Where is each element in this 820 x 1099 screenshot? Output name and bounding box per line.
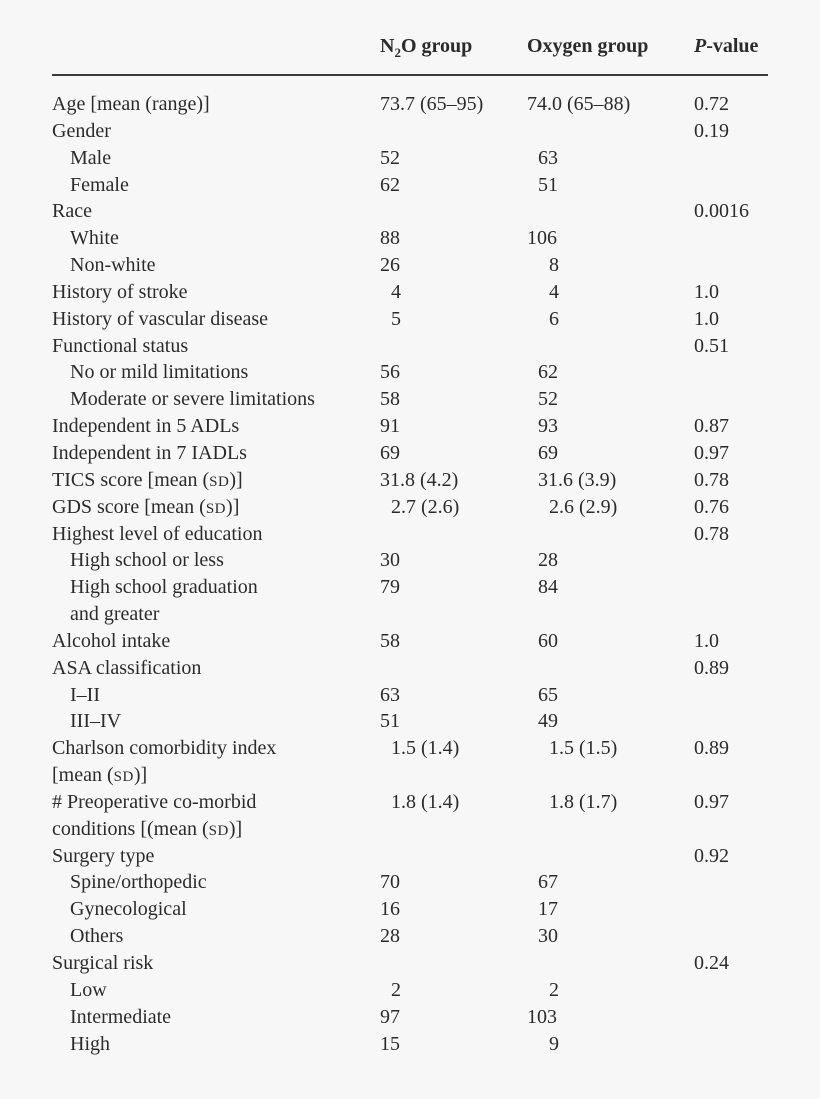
row-label: III–IV bbox=[70, 710, 122, 733]
oxygen-value: 52 bbox=[538, 388, 558, 411]
p-value: 0.92 bbox=[694, 844, 729, 867]
n2o-value: 58 bbox=[380, 629, 400, 652]
table-row bbox=[0, 896, 820, 923]
oxygen-value: 74.0 (65–88) bbox=[527, 93, 631, 115]
table-row bbox=[0, 1004, 820, 1031]
oxygen-value: 51 bbox=[538, 173, 558, 196]
row-label: History of vascular disease bbox=[52, 307, 269, 330]
row-label: Alcohol intake bbox=[52, 629, 171, 652]
n2o-value: 1.8 (1.4) bbox=[391, 790, 460, 813]
table-row bbox=[0, 467, 820, 494]
table-row bbox=[0, 977, 820, 1004]
oxygen-value: 103 bbox=[527, 1005, 557, 1028]
n2o-value: 91 bbox=[380, 415, 400, 438]
p-value: 0.87 bbox=[694, 415, 729, 438]
table-row bbox=[0, 574, 820, 628]
table-row bbox=[0, 547, 820, 574]
header-p-value: P-value bbox=[694, 35, 759, 57]
row-label: TICS score [mean (SD)] bbox=[52, 468, 243, 491]
oxygen-value: 84 bbox=[538, 576, 558, 599]
p-value: 0.19 bbox=[694, 119, 729, 142]
row-label: Surgery type bbox=[52, 844, 155, 867]
row-label: Gynecological bbox=[70, 898, 187, 921]
table-row bbox=[0, 682, 820, 709]
p-value: 0.51 bbox=[694, 334, 729, 357]
n2o-value: 69 bbox=[380, 441, 400, 464]
table-row bbox=[0, 521, 820, 548]
table-row bbox=[0, 950, 820, 977]
table-row bbox=[0, 279, 820, 306]
header-n2o-group: $N_2O$ group bbox=[380, 35, 473, 60]
n2o-value: 1.5 (1.4) bbox=[391, 737, 460, 760]
table-row bbox=[0, 118, 820, 145]
row-label-line2: [mean (SD)] bbox=[52, 764, 148, 787]
table-body bbox=[0, 91, 820, 1057]
row-label: High bbox=[70, 1032, 110, 1055]
p-value: 0.97 bbox=[694, 441, 729, 464]
row-label: Gender bbox=[52, 119, 111, 142]
oxygen-value: 28 bbox=[538, 549, 558, 572]
n2o-value: 2 bbox=[391, 978, 401, 1001]
row-label: Intermediate bbox=[70, 1005, 172, 1028]
row-label: Low bbox=[70, 978, 107, 1001]
table-row bbox=[0, 225, 820, 252]
oxygen-value: 17 bbox=[538, 898, 558, 921]
oxygen-value: 63 bbox=[538, 146, 558, 169]
table-row bbox=[0, 198, 820, 225]
table-row bbox=[0, 708, 820, 735]
n2o-value: 51 bbox=[380, 710, 400, 733]
table-row bbox=[0, 789, 820, 843]
row-label: White bbox=[70, 227, 119, 250]
row-label: Charlson comorbidity index bbox=[52, 737, 277, 760]
table-row bbox=[0, 386, 820, 413]
oxygen-value: 49 bbox=[538, 710, 558, 733]
n2o-value: 5 bbox=[391, 307, 401, 330]
oxygen-value: 1.5 (1.5) bbox=[549, 737, 618, 760]
p-value: 1.0 bbox=[694, 307, 719, 330]
row-label: ASA classification bbox=[52, 656, 202, 679]
header-rule bbox=[52, 74, 768, 76]
oxygen-value: 8 bbox=[549, 254, 559, 277]
n2o-value: 73.7 (65–95) bbox=[380, 93, 484, 115]
oxygen-value: 31.6 (3.9) bbox=[538, 468, 617, 491]
table-row bbox=[0, 413, 820, 440]
oxygen-value: 93 bbox=[538, 415, 558, 438]
n2o-value: 31.8 (4.2) bbox=[380, 468, 459, 491]
p-value: 0.0016 bbox=[694, 200, 749, 223]
table-row bbox=[0, 306, 820, 333]
row-label: Functional status bbox=[52, 334, 189, 357]
oxygen-value: 67 bbox=[538, 871, 558, 894]
n2o-value: 52 bbox=[380, 146, 400, 169]
table-row bbox=[0, 628, 820, 655]
row-label: Independent in 7 IADLs bbox=[52, 441, 247, 464]
p-value: 0.78 bbox=[694, 468, 729, 491]
n2o-value: 26 bbox=[380, 254, 400, 277]
table-row bbox=[0, 172, 820, 199]
oxygen-value: 65 bbox=[538, 683, 558, 706]
p-value: 0.72 bbox=[694, 93, 729, 115]
row-label: Female bbox=[70, 173, 129, 196]
p-value: 0.24 bbox=[694, 952, 729, 974]
table-row bbox=[0, 252, 820, 279]
table-row bbox=[0, 91, 820, 118]
oxygen-value: 69 bbox=[538, 441, 558, 464]
row-label: Highest level of education bbox=[52, 522, 263, 545]
row-label: Independent in 5 ADLs bbox=[52, 415, 240, 438]
table-row bbox=[0, 494, 820, 521]
p-value: 0.76 bbox=[694, 495, 729, 518]
p-value: 0.78 bbox=[694, 522, 729, 545]
p-value: 1.0 bbox=[694, 280, 719, 303]
table-row bbox=[0, 1031, 820, 1058]
oxygen-value: 2 bbox=[549, 978, 559, 1001]
n2o-value: 30 bbox=[380, 549, 400, 572]
table-row bbox=[0, 440, 820, 467]
row-label: Surgical risk bbox=[52, 952, 154, 974]
n2o-value: 15 bbox=[380, 1032, 400, 1055]
row-label: No or mild limitations bbox=[70, 361, 249, 384]
p-value: 0.89 bbox=[694, 656, 729, 679]
n2o-value: 58 bbox=[380, 388, 400, 411]
oxygen-value: 6 bbox=[549, 307, 559, 330]
header-oxygen-group: Oxygen group bbox=[527, 35, 649, 57]
p-value: 1.0 bbox=[694, 629, 719, 652]
table-row bbox=[0, 869, 820, 896]
oxygen-value: 9 bbox=[549, 1032, 559, 1055]
n2o-value: 4 bbox=[391, 280, 401, 303]
row-label-line2: conditions [(mean (SD)] bbox=[52, 817, 243, 840]
oxygen-value: 60 bbox=[538, 629, 558, 652]
n2o-value: 79 bbox=[380, 576, 400, 599]
row-label: Non-white bbox=[70, 254, 156, 277]
row-label: History of stroke bbox=[52, 280, 188, 303]
row-label: Spine/orthopedic bbox=[70, 871, 207, 894]
oxygen-value: 2.6 (2.9) bbox=[549, 495, 618, 518]
n2o-value: 2.7 (2.6) bbox=[391, 495, 460, 518]
n2o-value: 16 bbox=[380, 898, 400, 921]
row-label: GDS score [mean (SD)] bbox=[52, 495, 240, 518]
table-row bbox=[0, 923, 820, 950]
row-label: Male bbox=[70, 146, 112, 169]
table-row bbox=[0, 655, 820, 682]
oxygen-value: 30 bbox=[538, 925, 558, 948]
p-value: 0.97 bbox=[694, 790, 729, 813]
n2o-value: 28 bbox=[380, 925, 400, 948]
oxygen-value: 106 bbox=[527, 227, 557, 250]
n2o-value: 88 bbox=[380, 227, 400, 250]
oxygen-value: 4 bbox=[549, 280, 559, 303]
row-label: Moderate or severe limitations bbox=[70, 388, 315, 411]
table-row bbox=[0, 359, 820, 386]
row-label: Race bbox=[52, 200, 92, 223]
n2o-value: 56 bbox=[380, 361, 400, 384]
table-row bbox=[0, 843, 820, 870]
table-row bbox=[0, 333, 820, 360]
n2o-value: 70 bbox=[380, 871, 400, 894]
row-label: Others bbox=[70, 925, 124, 948]
table-row bbox=[0, 145, 820, 172]
row-label: High school graduation bbox=[70, 576, 258, 599]
oxygen-value: 1.8 (1.7) bbox=[549, 790, 618, 813]
n2o-value: 62 bbox=[380, 173, 400, 196]
row-label-line2: and greater bbox=[70, 603, 160, 626]
row-label: # Preoperative co-morbid bbox=[52, 790, 257, 813]
n2o-value: 63 bbox=[380, 683, 400, 706]
row-label: I–II bbox=[70, 683, 100, 706]
row-label: Age [mean (range)] bbox=[52, 93, 210, 115]
n2o-value: 97 bbox=[380, 1005, 400, 1028]
oxygen-value: 62 bbox=[538, 361, 558, 384]
table-row bbox=[0, 735, 820, 789]
p-value: 0.89 bbox=[694, 737, 729, 760]
row-label: High school or less bbox=[70, 549, 224, 572]
